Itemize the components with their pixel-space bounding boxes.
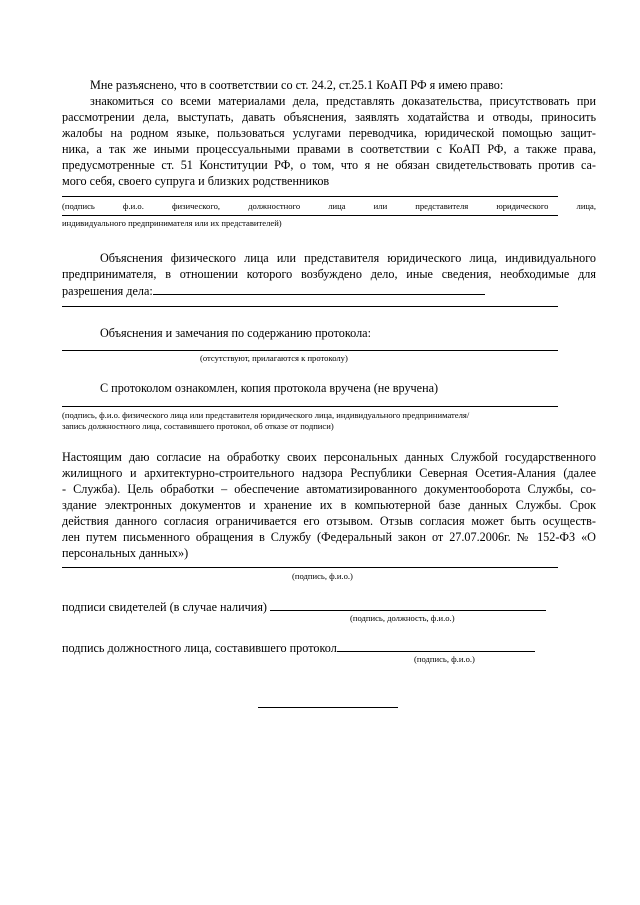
- witnesses-caption: (подпись, должность, ф.и.о.): [350, 613, 455, 623]
- explanations-line-2: предпринимателя, в отношении которого возбуждено дело, иные сведения, необходимые для: [62, 267, 596, 281]
- familiar-label: С протоколом ознакомлен, копия протокола вручена (не вручена): [100, 381, 439, 395]
- consent-line-5: действия данного согласия ограничивается его отзывом. Отзыв согласия может быть осуществ-: [62, 514, 596, 528]
- official-caption: (подпись, ф.и.о.): [414, 654, 475, 664]
- consent-line-7: персональных данных»): [62, 546, 189, 560]
- remarks-label: Объяснения и замечания по содержанию протокола:: [100, 326, 371, 340]
- familiar-signature-line[interactable]: [62, 406, 558, 407]
- witnesses-label: подписи свидетелей (в случае наличия): [62, 600, 267, 614]
- official-label: подпись должностного лица, составившего протокол: [62, 641, 337, 655]
- explanations-line-3: разрешения дела:: [62, 282, 485, 299]
- footer-rule: [258, 707, 398, 708]
- remarks-caption: (отсутствуют, прилагаются к протоколу): [200, 353, 348, 363]
- rights-line-7: мого себя, своего супруга и близких родственников: [62, 174, 330, 188]
- signature-divider: [62, 215, 558, 216]
- consent-signature-line[interactable]: [62, 567, 558, 568]
- official-field[interactable]: [337, 639, 535, 652]
- familiar-caption-2: запись должностного лица, составившего протокол, об отказе от подписи): [62, 421, 334, 431]
- witnesses-field[interactable]: [270, 598, 546, 611]
- explanations-field[interactable]: [153, 282, 485, 295]
- explanations-extra-line[interactable]: [62, 306, 558, 307]
- explanations-line-1: Объяснения физического лица или представителя юридического лица, индивидуального: [100, 251, 596, 265]
- consent-line-3: - Служба). Цель обработки – обеспечение автоматизированного документооборота Службы, со-: [62, 482, 596, 496]
- consent-line-6: лен путем письменного обращения в Службу (Федеральный закон от 27.07.2006г. № 152-ФЗ «О: [62, 530, 596, 544]
- rights-line-4: жалобы на родном языке, пользоваться услугами переводчика, юридической помощью защит-: [62, 126, 596, 140]
- consent-line-2: жилищного и архитектурно-строительного надзора Республики Северная Осетия-Алания (далее: [62, 466, 596, 480]
- signature-caption-1: (подпись ф.и.о. физического, должностного лица или представителя юридического лица,: [62, 201, 596, 211]
- remarks-field[interactable]: [62, 350, 558, 351]
- signature-caption-2: индивидуального предпринимателя или их представителей): [62, 218, 282, 228]
- consent-line-1: Настоящим даю согласие на обработку своих персональных данных Службой государственного: [62, 450, 596, 464]
- rights-line-3: рассмотрении дела, выступать, давать объяснения, заявлять ходатайства и отводы, приносить: [62, 110, 596, 124]
- witnesses-row: [62, 598, 546, 615]
- signature-line[interactable]: [62, 196, 558, 197]
- rights-line-2: знакомиться со всеми материалами дела, представлять доказательства, присутствовать при: [90, 94, 596, 108]
- rights-line-1: Мне разъяснено, что в соответствии со ст. 24.2, ст.25.1 КоАП РФ я имею право:: [90, 78, 504, 92]
- rights-line-6: предусмотренные ст. 51 Конституции РФ, о том, что я не обязан свидетельствовать против са-: [62, 158, 596, 172]
- consent-caption: (подпись, ф.и.о.): [292, 571, 353, 581]
- consent-line-4: здание электронных документов и хранение их в компьютерной базе данных Службы. Срок: [62, 498, 596, 512]
- rights-line-5: ника, а так же иными процессуальными правами в соответствии с КоАП РФ, а также права,: [62, 142, 596, 156]
- familiar-caption-1: (подпись, ф.и.о. физического лица или представителя юридического лица, индивидуального предпринимателя/: [62, 410, 470, 420]
